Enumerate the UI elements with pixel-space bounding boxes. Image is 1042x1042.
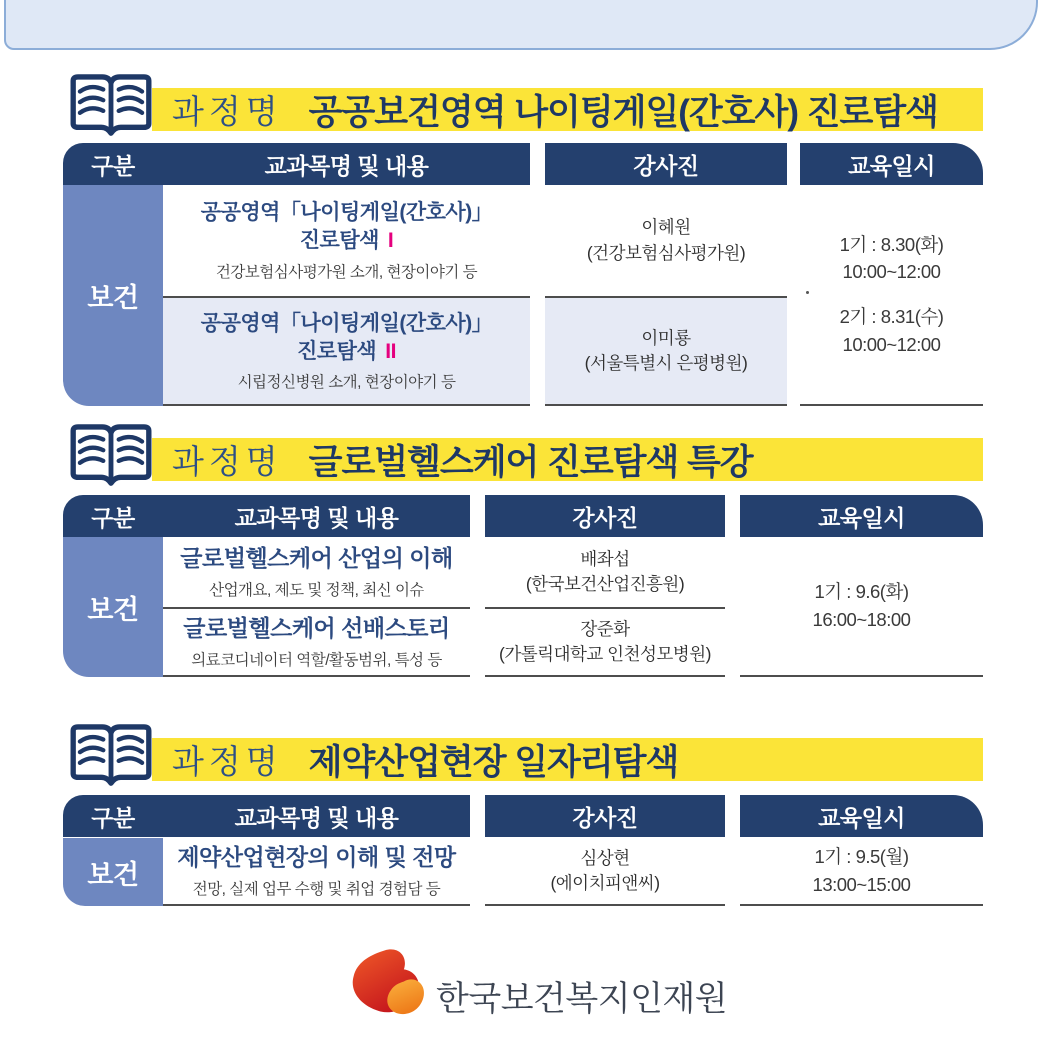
org-logo-icon [346, 946, 434, 1024]
subject-desc: 건강보험심사평가원 소개, 현장이야기 등 [215, 263, 478, 281]
header-schedule: 교육일시 [740, 795, 983, 837]
schedule-cell [800, 185, 983, 406]
header-instructors: 강사진 [485, 495, 725, 537]
session-numeral: I [387, 229, 394, 252]
subject-cell [163, 607, 470, 677]
top-decorative-bar [4, 0, 1038, 50]
course-label: 과정명 [172, 443, 283, 480]
instructor-cell [485, 537, 725, 607]
subject-title: 공공영역「나이팅게일(간호사)」 [200, 201, 493, 225]
schedule-session: 2기 : 8.31(수) [839, 306, 944, 327]
schedule-time: 16:00~18:00 [812, 609, 911, 630]
subject-title-line2 [297, 338, 396, 366]
section-title-band [152, 88, 983, 131]
instructor-cell [485, 838, 725, 906]
instructor-org: (가톨릭대학교 인천성모병원) [499, 644, 711, 664]
subject-title2: 진로탐색 [297, 339, 377, 363]
instructor-cell [545, 185, 787, 296]
schedule-time: 13:00~15:00 [812, 874, 911, 895]
subject-desc: 시립정신병원 소개, 현장이야기 등 [237, 374, 456, 392]
subject-cell [163, 838, 470, 906]
instructor-cell [485, 607, 725, 677]
schedule-session: 1기 : 9.6(화) [814, 581, 909, 603]
book-icon [64, 424, 158, 488]
schedule-session: 1기 : 9.5(월) [814, 846, 909, 868]
header-instructors: 강사진 [485, 795, 725, 837]
subject-desc: 의료코디네이터 역할/활동범위, 특성 등 [191, 652, 442, 670]
subject-cell [163, 537, 470, 607]
category-cell: 보건 [63, 838, 163, 906]
table-header-left [63, 143, 530, 185]
section-title: 공공보건영역 나이팅게일(간호사) 진로탐색 [308, 92, 938, 132]
subject-title: 글로벌헬스케어 산업의 이해 [180, 544, 453, 571]
subject-title-line2 [300, 227, 394, 255]
table-header-left [63, 795, 470, 837]
course-label: 과정명 [172, 743, 283, 780]
session-numeral: II [385, 339, 396, 363]
subject-title: 제약산업현장의 이해 및 전망 [177, 843, 456, 870]
header-category: 구분 [91, 504, 135, 531]
section-title-band [152, 438, 983, 481]
instructor-org: (한국보건산업진흥원) [525, 574, 685, 594]
section-title: 제약산업현장 일자리탐색 [308, 742, 679, 782]
stray-period-dot [806, 291, 809, 294]
subject-title: 공공영역「나이팅게일(간호사)」 [200, 311, 493, 335]
book-icon [64, 74, 158, 138]
instructor-name: 장준화 [580, 618, 630, 639]
instructor-name: 이미룡 [641, 327, 691, 348]
section-title-band [152, 738, 983, 781]
instructor-cell [545, 296, 787, 406]
header-subject: 교과목명 및 내용 [234, 804, 399, 831]
schedule-session: 1기 : 8.30(화) [839, 233, 944, 255]
subject-title2: 진로탐색 [299, 229, 379, 252]
subject-desc: 산업개요, 제도 및 정책, 최신 이슈 [209, 582, 424, 600]
instructor-name: 이혜원 [641, 217, 691, 238]
header-schedule: 교육일시 [800, 143, 983, 185]
header-category: 구분 [91, 152, 135, 179]
org-name: 한국보건복지인재원 [436, 979, 728, 1018]
course-label: 과정명 [172, 93, 283, 130]
book-icon [64, 724, 158, 788]
header-subject: 교과목명 및 내용 [234, 504, 399, 531]
schedule-cell [740, 537, 983, 677]
schedule-entry [813, 843, 911, 899]
subject-cell [163, 185, 530, 296]
header-instructors: 강사진 [545, 143, 787, 185]
subject-title: 글로벌헬스케어 선배스토리 [183, 614, 450, 641]
section-title: 글로벌헬스케어 진로탐색 특강 [308, 442, 753, 482]
table-header-left [63, 495, 470, 537]
instructor-org: (건강보험심사평가원) [586, 242, 746, 263]
subject-cell [163, 296, 530, 406]
instructor-name: 배좌섭 [580, 548, 630, 569]
header-category: 구분 [91, 804, 135, 831]
instructor-org: (서울특별시 은평병원) [584, 353, 748, 373]
instructor-name: 심상현 [580, 847, 630, 868]
category-cell: 보건 [63, 537, 163, 677]
schedule-time: 10:00~12:00 [842, 333, 941, 355]
category-cell: 보건 [63, 185, 163, 406]
schedule-entry [840, 231, 944, 287]
schedule-time: 10:00~12:00 [842, 261, 941, 283]
schedule-entry [813, 578, 911, 634]
subject-desc: 전망, 실제 업무 수행 및 취업 경험담 등 [192, 881, 441, 899]
schedule-cell [740, 838, 983, 906]
header-schedule: 교육일시 [740, 495, 983, 537]
schedule-entry [840, 303, 944, 359]
header-subject: 교과목명 및 내용 [264, 152, 429, 179]
instructor-org: (에이치피앤씨) [550, 873, 660, 893]
